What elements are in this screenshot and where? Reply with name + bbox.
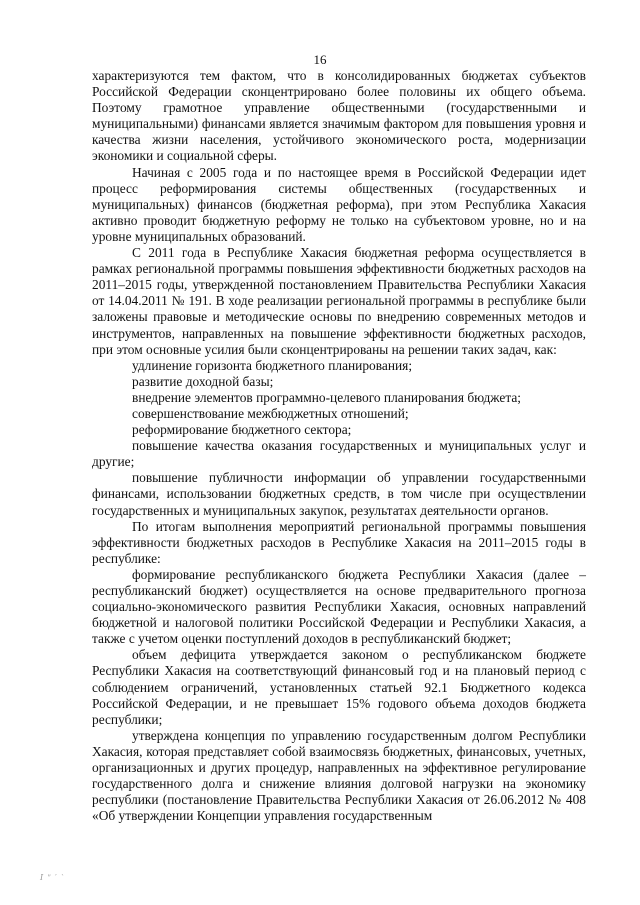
task-item-public-services: повышение качества оказания государственных и муниципальных услуг и другие; — [92, 438, 586, 470]
paragraph-program-results: По итогам выполнения мероприятий региональной программы повышения эффективности бюджетных расходов в Республике Хакасия на 2011–2015 годы в республике: — [92, 518, 586, 566]
paragraph-continuation: характеризуются тем фактом, что в консолидированных бюджетах субъектов Российской Федерации сконцентрировано более половины их общего объема. Поэтому грамотное управление общественными (государственными и муниципальными) финансами является значимым фактором для повышения уровня и качества жизни населения, устойчивого экономического роста, модернизации экономики и социальной сферы. — [92, 68, 586, 164]
scan-mark: Ⅰ ″ ˊ ˋ — [40, 873, 65, 882]
task-item-planning-horizon: удлинение горизонта бюджетного планирования; — [132, 357, 413, 373]
result-item-debt-concept: утверждена концепция по управлению государственным долгом Республики Хакасия, которая представляет собой взаимосвязь бюджетных, финансовых, учетных, организационных и других процедур, направленных на эффективное регулирование государственного долга и снижение влияния долговой нагрузки на экономику республики (постановление Правительства Республики Хакасия от 26.06.2012 № 408 «Об утверждении Концепции управления государственным — [92, 727, 586, 824]
result-item-budget-formation: формирование республиканского бюджета Республики Хакасия (далее – республиканский бюджет) осуществляется на основе предварительного прогноза социально-экономического развития Республики Хакасия, основных направлений бюджетной и налоговой политики Российской Федерации и Республики Хакасия, а также с учетом оценки поступлений доходов в республиканский бюджет; — [92, 566, 586, 647]
task-item-publicity: повышение публичности информации об управлении государственными финансами, использовании бюджетных средств, в том числе при осуществлении государственных и муниципальных закупок, результатах деятельности органов. — [92, 470, 586, 518]
page-number: 16 — [313, 52, 327, 67]
result-item-deficit: объем дефицита утверждается законом о республиканском бюджете Республики Хакасия на соответствующий финансовый год и на плановый период с соблюдением ограничений, установленных статьей 92.1 Бюджетного кодекса Российской Федерации, и не превышает 15% годового объема доходов бюджета республики; — [92, 647, 586, 727]
document-body — [92, 68, 586, 824]
task-item-budget-sector: реформирование бюджетного сектора; — [132, 422, 352, 438]
task-item-interbudget-relations: совершенствование межбюджетных отношений; — [132, 405, 409, 421]
task-item-revenue-base: развитие доходной базы; — [132, 373, 274, 389]
paragraph-regional-program-2011: С 2011 года в Республике Хакасия бюджетная реформа осуществляется в рамках региональной программы повышения эффективности бюджетных расходов на 2011–2015 годы, утвержденной постановлением Правительства Республики Хакасия от 14.04.2011 № 191. В ходе реализации региональной программы в республике были заложены правовые и методические основы по внедрению современных методов и инструментов, направленных на повышение эффективности бюджетных расходов, при этом основные усилия были сконцентрированы на решении таких задач, как: — [92, 245, 586, 357]
task-item-program-planning: внедрение элементов программно-целевого планирования бюджета; — [132, 389, 521, 405]
paragraph-budget-reform-since-2005: Начиная с 2005 года и по настоящее время в Российской Федерации идет процесс реформирования системы общественных (государственных и муниципальных) финансов (бюджетная реформа), при этом Республика Хакасия активно проводит бюджетную реформу не только на субъектовом уровне, но и на уровне муниципальных образований. — [92, 164, 586, 244]
